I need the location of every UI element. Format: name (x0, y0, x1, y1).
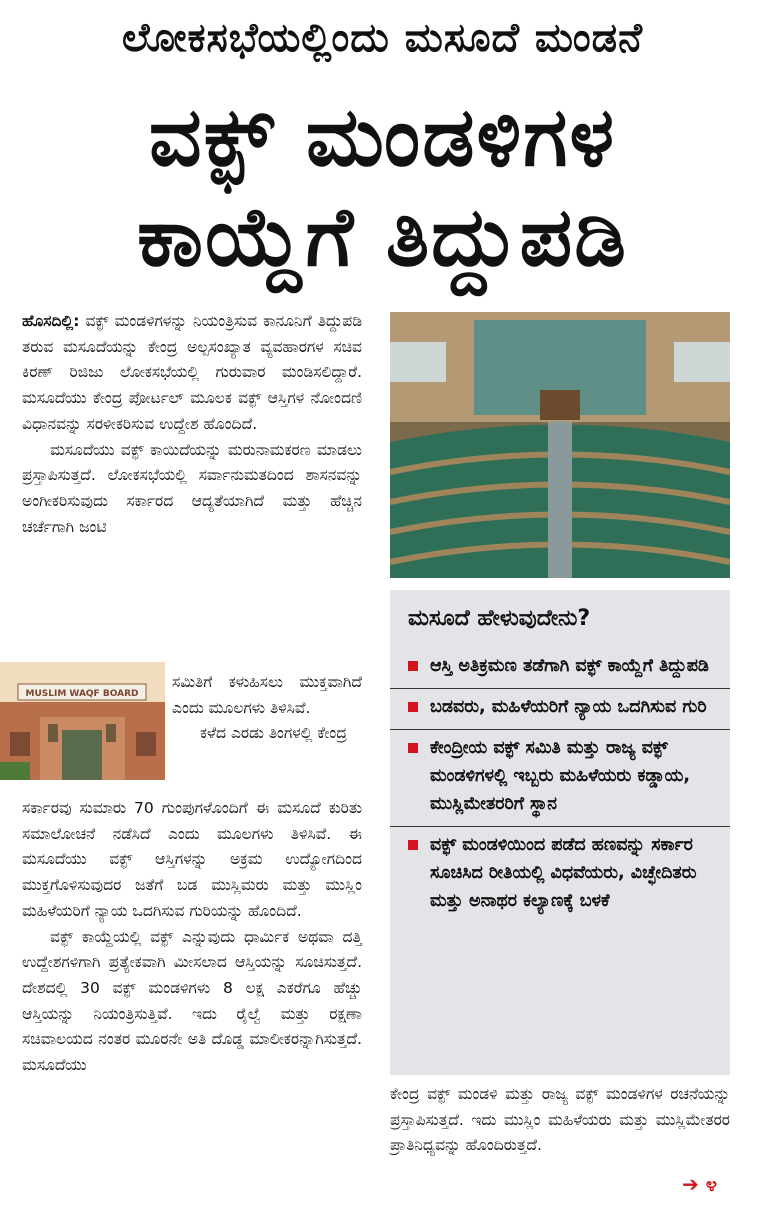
red-square-bullet-icon (408, 840, 418, 850)
red-square-bullet-icon (408, 743, 418, 753)
waqf-board-photo (0, 662, 165, 780)
list-item (390, 688, 730, 729)
article-paragraph-3b: ಸರ್ಕಾರವು ಸುಮಾರು 70 ಗುಂಪುಗಳೊಂದಿಗೆ ಈ ಮಸೂದೆ ಕುರಿತು ಸಮಾಲೋಚನೆ ನಡೆಸಿದೆ ಎಂದು ಮೂಲಗಳು ತಿಳಿಸಿವೆ. ಈ ಮಸೂದೆಯು ವಕ್ಫ್ ಆಸ್ತಿಗಳನ್ನು ಅಕ್ರಮ ಉದ್ಯೋಗದಿಂದ ಮುಕ್ತಗೊಳಿಸುವುದರ ಜತೆಗೆ ಬಡ ಮುಸ್ಲಿಮರು ಮತ್ತು ಮುಸ್ಲಿಂ ಮಹಿಳೆಯರಿಗೆ ನ್ಯಾಯ ಒದಗಿಸುವ ಗುರಿಯನ್ನು ಹೊಂದಿದೆ. (22, 799, 362, 920)
board-sign-text: MUSLIM WAQF BOARD (25, 689, 139, 699)
list-item (390, 648, 730, 688)
article-paragraph-1-text: ವಕ್ಫ್ ಮಂಡಳಿಗಳನ್ನು ನಿಯಂತ್ರಿಸುವ ಕಾನೂನಿಗೆ ತಿದ್ದುಪಡಿ ತರುವ ಮಸೂದೆಯನ್ನು ಕೇಂದ್ರ ಅಲ್ಪಸಂಖ್ಯಾತ ವ್ಯವಹಾರಗಳ ಸಚಿವ ಕಿರಣ್ ರಿಜಿಜು ಲೋಕಸಭೆಯಲ್ಲಿ ಗುರುವಾರ ಮಂಡಿಸಲಿದ್ದಾರೆ. ಮಸೂದೆಯು ಕೇಂದ್ರ ಪೋರ್ಟಲ್ ಮೂಲಕ ವಕ್ಫ್ ಆಸ್ತಿಗಳ ನೋಂದಣಿ ವಿಧಾನವನ್ನು ಸರಳೀಕರಿಸುವ ಉದ್ದೇಶ ಹೊಂದಿದೆ. (22, 312, 362, 433)
article-paragraph-2b: ಸಮಿತಿಗೆ ಕಳುಹಿಸಲು ಮುಕ್ತವಾಗಿದೆ ಎಂದು ಮೂಲಗಳು ತಿಳಿಸಿವೆ. (172, 673, 362, 717)
article-column-right-bottom (390, 1082, 730, 1159)
article-paragraph-3a: ಕಳೆದ ಎರಡು ತಿಂಗಳಲ್ಲಿ ಕೇಂದ್ರ (200, 724, 347, 743)
red-square-bullet-icon (408, 661, 418, 671)
article-paragraph-4: ವಕ್ಫ್ ಕಾಯ್ದೆಯಲ್ಲಿ ವಕ್ಫ್ ಎನ್ನುವುದು ಧಾರ್ಮಿಕ ಅಥವಾ ದತ್ತಿ ಉದ್ದೇಶಗಳಿಗಾಗಿ ಪ್ರತ್ಯೇಕವಾಗಿ ಮೀಸಲಾದ ಆಸ್ತಿಯನ್ನು ಸೂಚಿಸುತ್ತದೆ. ದೇಶದಲ್ಲಿ 30 ವಕ್ಫ್ ಮಂಡಳಿಗಳು 8 ಲಕ್ಷ ಎಕರೆಗೂ ಹೆಚ್ಚು ಆಸ್ತಿಯನ್ನು ನಿಯಂತ್ರಿಸುತ್ತಿವೆ. ಇದು ರೈಲ್ವೆ ಮತ್ತು ರಕ್ಷಣಾ ಸಚಿವಾಲಯದ ನಂತರ ಮೂರನೇ ಅತಿ ದೊಡ್ಡ ಮಾಲೀಕರನ್ನಾಗಿಸುತ್ತದೆ. ಮಸೂದೆಯು (22, 927, 362, 1075)
red-square-bullet-icon (408, 702, 418, 712)
kicker-headline: ಲೋಕಸಭೆಯಲ್ಲಿಂದು ಮಸೂದೆ ಮಂಡನೆ (122, 15, 643, 61)
bill-highlights-list (390, 648, 730, 923)
article-paragraph-5: ಕೇಂದ್ರ ವಕ್ಫ್ ಮಂಡಳಿ ಮತ್ತು ರಾಜ್ಯ ವಕ್ಫ್ ಮಂಡಳಿಗಳ ರಚನೆಯನ್ನು ಪ್ರಸ್ತಾಪಿಸುತ್ತದೆ. ಇದು ಮುಸ್ಲಿಂ ಮಹಿಳೆಯರು ಮತ್ತು ಮುಸ್ಲಿಮೇತರರ ಪ್ರಾತಿನಿಧ್ಯವನ್ನು ಹೊಂದಿರುತ್ತದೆ. (390, 1085, 730, 1155)
list-item-text: ಬಡವರು, ಮಹಿಳೆಯರಿಗೆ ನ್ಯಾಯ ಒದಗಿಸುವ ಗುರಿ (430, 697, 707, 717)
article-paragraph-2a: ಮಸೂದೆಯು ವಕ್ಫ್ ಕಾಯಿದೆಯನ್ನು ಮರುನಾಮಕರಣ ಮಾಡಲು ಪ್ರಸ್ತಾಪಿಸುತ್ತದೆ. ಲೋಕಸಭೆಯಲ್ಲಿ ಸರ್ವಾನುಮತದಿಂದ ಶಾಸನವನ್ನು ಅಂಗೀಕರಿಸುವುದು ಸರ್ಕಾರದ ಆದ್ಯತೆಯಾಗಿದೆ ಮತ್ತು ಹೆಚ್ಚಿನ ಚರ್ಚೆಗಾಗಿ ಜಂಟಿ (22, 440, 362, 536)
list-item-text: ವಕ್ಫ್ ಮಂಡಳಿಯಿಂದ ಪಡೆದ ಹಣವನ್ನು ಸರ್ಕಾರ ಸೂಚಿಸಿದ ರೀತಿಯಲ್ಲಿ ವಿಧವೆಯರು, ವಿಚ್ಛೇದಿತರು ಮತ್ತು ಅನಾಥರ ಕಲ್ಯಾಣಕ್ಕೆ ಬಳಕೆ (430, 835, 697, 911)
list-item (390, 729, 730, 826)
headline-line-2: ಕಾಯ್ದೆಗೆ ತಿದ್ದುಪಡಿ (137, 190, 628, 285)
bill-highlights-title: ಮಸೂದೆ ಹೇಳುವುದೇನು? (408, 606, 591, 631)
continued-page-marker: ➔ ೪ (682, 1172, 717, 1196)
list-item-text: ಕೇಂದ್ರೀಯ ವಕ್ಫ್ ಸಮಿತಿ ಮತ್ತು ರಾಜ್ಯ ವಕ್ಫ್ ಮಂಡಳಿಗಳಲ್ಲಿ ಇಬ್ಬರು ಮಹಿಳೆಯರು ಕಡ್ಡಾಯ, ಮುಸ್ಲಿಮೇತರರಿಗೆ ಸ್ಥಾನ (430, 738, 691, 814)
article-column-left-bottom (22, 796, 362, 1079)
article-paragraph-1 (22, 309, 362, 438)
headline-line-1: ವಕ್ಫ್ ಮಂಡಳಿಗಳ (148, 90, 617, 185)
lok-sabha-chamber-photo (390, 312, 730, 578)
dateline: ಹೊಸದಿಲ್ಲಿ: (22, 312, 80, 330)
bill-highlights-box (390, 590, 730, 1075)
list-item (390, 826, 730, 923)
list-item-text: ಆಸ್ತಿ ಅತಿಕ್ರಮಣ ತಡೆಗಾಗಿ ವಕ್ಫ್ ಕಾಯ್ದೆಗೆ ತಿದ್ದುಪಡಿ (430, 656, 709, 676)
article-column-left-top (22, 309, 362, 540)
article-column-left-narrow (172, 670, 362, 747)
